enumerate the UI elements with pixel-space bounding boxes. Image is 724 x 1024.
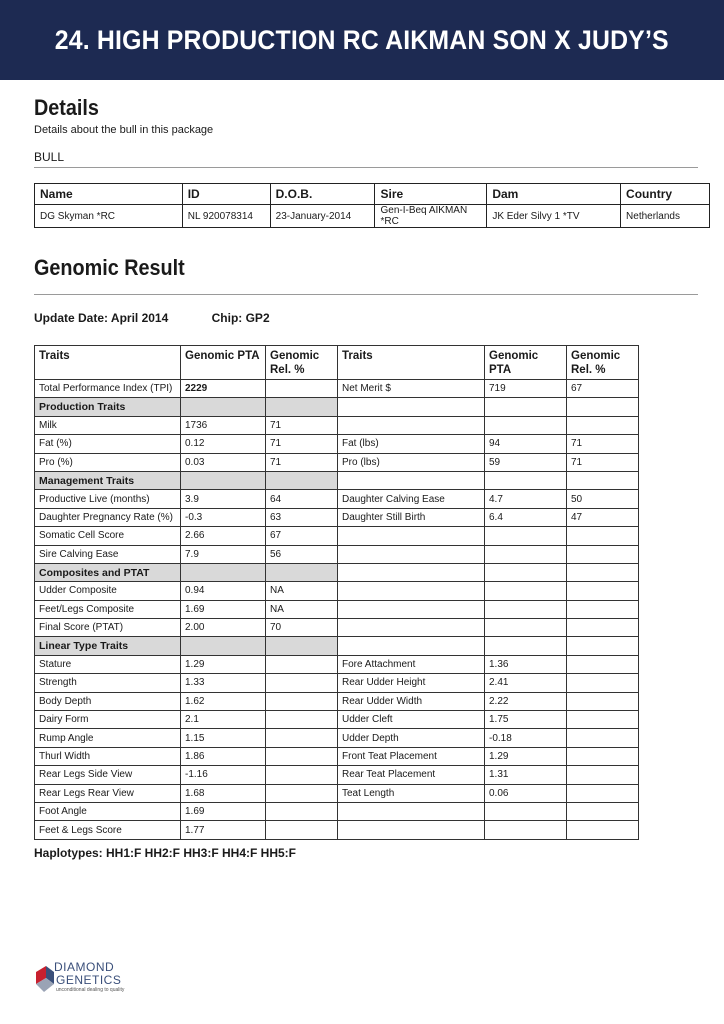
column-header: Traits [35,346,181,380]
table-cell [266,398,338,416]
trait-name: Fat (lbs) [338,435,485,453]
genomic-pta: 0.06 [485,784,567,802]
genomic-heading: Genomic Result [34,255,185,280]
table-row [35,674,639,692]
trait-name: Somatic Cell Score [35,527,181,545]
genomic-pta [485,527,567,545]
bull-dam: JK Eder Silvy 1 *TV [487,205,621,228]
table-cell [567,398,639,416]
chip-label: Chip: GP2 [211,311,270,325]
trait-name [338,582,485,600]
table-cell [338,637,485,655]
genomic-rel: 67 [266,527,338,545]
bull-country: Netherlands [621,205,710,228]
bull-name: DG Skyman *RC [35,205,183,228]
section-row [35,563,639,581]
section-label: Linear Type Traits [35,637,181,655]
genomic-rel [266,380,338,398]
genomic-pta [485,802,567,820]
genomic-pta: 1.29 [181,655,266,673]
trait-name [338,416,485,434]
section-row [35,398,639,416]
genomic-rel [567,802,639,820]
table-row [35,747,639,765]
genomic-pta: 1.29 [485,747,567,765]
logo-line2: GENETICS [56,973,122,987]
trait-name [338,802,485,820]
table-row [35,692,639,710]
genomic-rel [266,784,338,802]
genomic-rel [567,729,639,747]
genomic-rel: 67 [567,380,639,398]
bull-details-table [34,183,710,228]
details-heading: Details [34,95,99,120]
section-label: Composites and PTAT [35,563,181,581]
genomic-pta: 0.03 [181,453,266,471]
table-cell [181,563,266,581]
genomic-rel [567,692,639,710]
table-row [35,582,639,600]
genomic-pta: 1.15 [181,729,266,747]
genomic-pta: 1.33 [181,674,266,692]
genomic-rel [266,747,338,765]
genomic-rel [567,655,639,673]
genomic-pta: 2229 [181,380,266,398]
trait-name [338,821,485,839]
genomic-pta: 1.75 [485,711,567,729]
bull-dob: 23-January-2014 [270,205,375,228]
trait-name: Udder Cleft [338,711,485,729]
table-row [35,784,639,802]
genomic-pta: 7.9 [181,545,266,563]
section-label: Management Traits [35,471,181,489]
genomic-pta [485,545,567,563]
genomic-pta: 6.4 [485,508,567,526]
genomic-pta [485,821,567,839]
trait-name: Rear Legs Rear View [35,784,181,802]
trait-name: Rear Legs Side View [35,766,181,784]
table-cell [266,637,338,655]
genomic-rel: 63 [266,508,338,526]
trait-name: Net Merit $ [338,380,485,398]
trait-name [338,527,485,545]
trait-name: Pro (lbs) [338,453,485,471]
genomic-pta: 2.00 [181,619,266,637]
trait-name: Daughter Pregnancy Rate (%) [35,508,181,526]
table-cell [266,471,338,489]
genomic-pta: -0.3 [181,508,266,526]
column-header: Genomic PTA [485,346,567,380]
trait-name: Rear Udder Height [338,674,485,692]
table-row [35,527,639,545]
genomic-pta [485,619,567,637]
trait-name: Thurl Width [35,747,181,765]
genomic-pta: 1.77 [181,821,266,839]
genomic-rel [266,711,338,729]
genomic-rel: NA [266,582,338,600]
genomic-pta: 2.41 [485,674,567,692]
genomic-rel [567,416,639,434]
genomic-pta: -0.18 [485,729,567,747]
table-row [35,508,639,526]
company-logo [34,958,144,1008]
table-cell [485,471,567,489]
section-label: Production Traits [35,398,181,416]
column-header: Name [35,184,183,205]
genomic-pta: 0.12 [181,435,266,453]
genomic-pta [485,416,567,434]
genomic-pta: 2.1 [181,711,266,729]
genomic-rel: 56 [266,545,338,563]
table-row [35,435,639,453]
genomic-rel [567,766,639,784]
genomic-rel: 70 [266,619,338,637]
bull-label: BULL [34,150,65,164]
trait-name: Pro (%) [35,453,181,471]
trait-name: Rear Udder Width [338,692,485,710]
genomic-rel: 71 [266,416,338,434]
genomic-pta: 1.36 [485,655,567,673]
genomic-pta: 1.31 [485,766,567,784]
diamond-logo-icon [34,964,56,998]
genomic-rel [567,582,639,600]
table-row [35,600,639,618]
trait-name: Stature [35,655,181,673]
trait-name: Fore Attachment [338,655,485,673]
genomic-rel [266,655,338,673]
genomic-rel [266,692,338,710]
table-row [35,453,639,471]
genomic-pta [485,582,567,600]
genomic-pta: 4.7 [485,490,567,508]
table-cell [338,398,485,416]
trait-name: Dairy Form [35,711,181,729]
genomic-rel [567,600,639,618]
genomic-pta: 1.69 [181,600,266,618]
genomic-pta: -1.16 [181,766,266,784]
genomic-rel: 50 [567,490,639,508]
table-cell [181,398,266,416]
genomic-rel [266,729,338,747]
genomic-rel [266,821,338,839]
genomic-pta: 1.68 [181,784,266,802]
table-cell [181,637,266,655]
trait-name: Foot Angle [35,802,181,820]
column-header: Genomic PTA [181,346,266,380]
genomic-rel [567,784,639,802]
column-header: D.O.B. [270,184,375,205]
details-subtitle: Details about the bull in this package [34,124,214,136]
header-bar [0,0,724,80]
table-cell [485,563,567,581]
trait-name: Daughter Still Birth [338,508,485,526]
table-row [35,619,639,637]
trait-name [338,619,485,637]
table-cell [485,637,567,655]
table-cell [485,398,567,416]
trait-name: Front Teat Placement [338,747,485,765]
genomic-rel [567,674,639,692]
genomic-pta: 3.9 [181,490,266,508]
genomic-rel: 71 [567,435,639,453]
table-row [35,416,639,434]
genomic-table-header [35,346,639,380]
genomic-rel [567,747,639,765]
table-cell [567,637,639,655]
genomic-rel: 47 [567,508,639,526]
trait-name: Milk [35,416,181,434]
genomic-pta [485,600,567,618]
table-cell [338,471,485,489]
logo-tagline: unconditional dealing to quality [56,987,125,993]
trait-name: Body Depth [35,692,181,710]
genomic-pta: 1.62 [181,692,266,710]
genomic-rel [567,711,639,729]
genomic-rel [567,619,639,637]
table-cell [181,471,266,489]
trait-name: Daughter Calving Ease [338,490,485,508]
table-row [35,821,639,839]
page-title: 24. HIGH PRODUCTION RC AIKMAN SON X JUDY’S [54,24,670,55]
section-row [35,637,639,655]
column-header: Dam [487,184,621,205]
genomic-rel [266,766,338,784]
genomic-pta: 2.66 [181,527,266,545]
table-cell [266,563,338,581]
genomic-rel [266,802,338,820]
bull-id: NL 920078314 [182,205,270,228]
trait-name: Total Performance Index (TPI) [35,380,181,398]
table-cell [567,471,639,489]
table-row [35,729,639,747]
haplotypes: Haplotypes: HH1:F HH2:F HH3:F HH4:F HH5:F [34,846,297,860]
table-cell [338,563,485,581]
genomic-pta: 1.69 [181,802,266,820]
column-header: Genomic Rel. % [567,346,639,380]
table-row [35,545,639,563]
bull-table-header [35,184,710,205]
genomic-pta: 719 [485,380,567,398]
trait-name: Final Score (PTAT) [35,619,181,637]
divider [34,167,698,168]
trait-name: Rump Angle [35,729,181,747]
section-row [35,471,639,489]
table-row [35,205,710,228]
trait-name: Sire Calving Ease [35,545,181,563]
trait-name: Feet & Legs Score [35,821,181,839]
trait-name: Rear Teat Placement [338,766,485,784]
table-row [35,766,639,784]
genomic-rel: 71 [266,435,338,453]
table-row [35,380,639,398]
genomic-pta: 1736 [181,416,266,434]
column-header: Traits [338,346,485,380]
genomic-rel: 64 [266,490,338,508]
table-row [35,655,639,673]
genomic-rel: 71 [567,453,639,471]
genomic-pta: 94 [485,435,567,453]
trait-name: Teat Length [338,784,485,802]
table-row [35,490,639,508]
trait-name: Feet/Legs Composite [35,600,181,618]
column-header: Country [621,184,710,205]
column-header: ID [182,184,270,205]
trait-name: Productive Live (months) [35,490,181,508]
update-row [34,311,270,325]
genomic-rel [567,821,639,839]
trait-name: Udder Depth [338,729,485,747]
genomic-rel: NA [266,600,338,618]
genomic-pta: 59 [485,453,567,471]
column-header: Genomic Rel. % [266,346,338,380]
table-cell [567,563,639,581]
genomic-rel [567,527,639,545]
genomic-rel [567,545,639,563]
table-row [35,802,639,820]
update-date: Update Date: April 2014 [34,311,169,325]
divider [34,294,698,295]
genomic-rel: 71 [266,453,338,471]
genomic-pta: 1.86 [181,747,266,765]
trait-name [338,600,485,618]
trait-name [338,545,485,563]
table-row [35,711,639,729]
trait-name: Fat (%) [35,435,181,453]
column-header: Sire [375,184,487,205]
logo-line1: DIAMOND [54,960,115,974]
trait-name: Strength [35,674,181,692]
trait-name: Udder Composite [35,582,181,600]
bull-sire: Gen-I-Beq AIKMAN *RC [375,205,487,228]
genomic-table-body [35,380,639,840]
genomic-rel [266,674,338,692]
genomic-pta: 0.94 [181,582,266,600]
genomic-pta: 2.22 [485,692,567,710]
genomic-result-table [34,345,639,840]
